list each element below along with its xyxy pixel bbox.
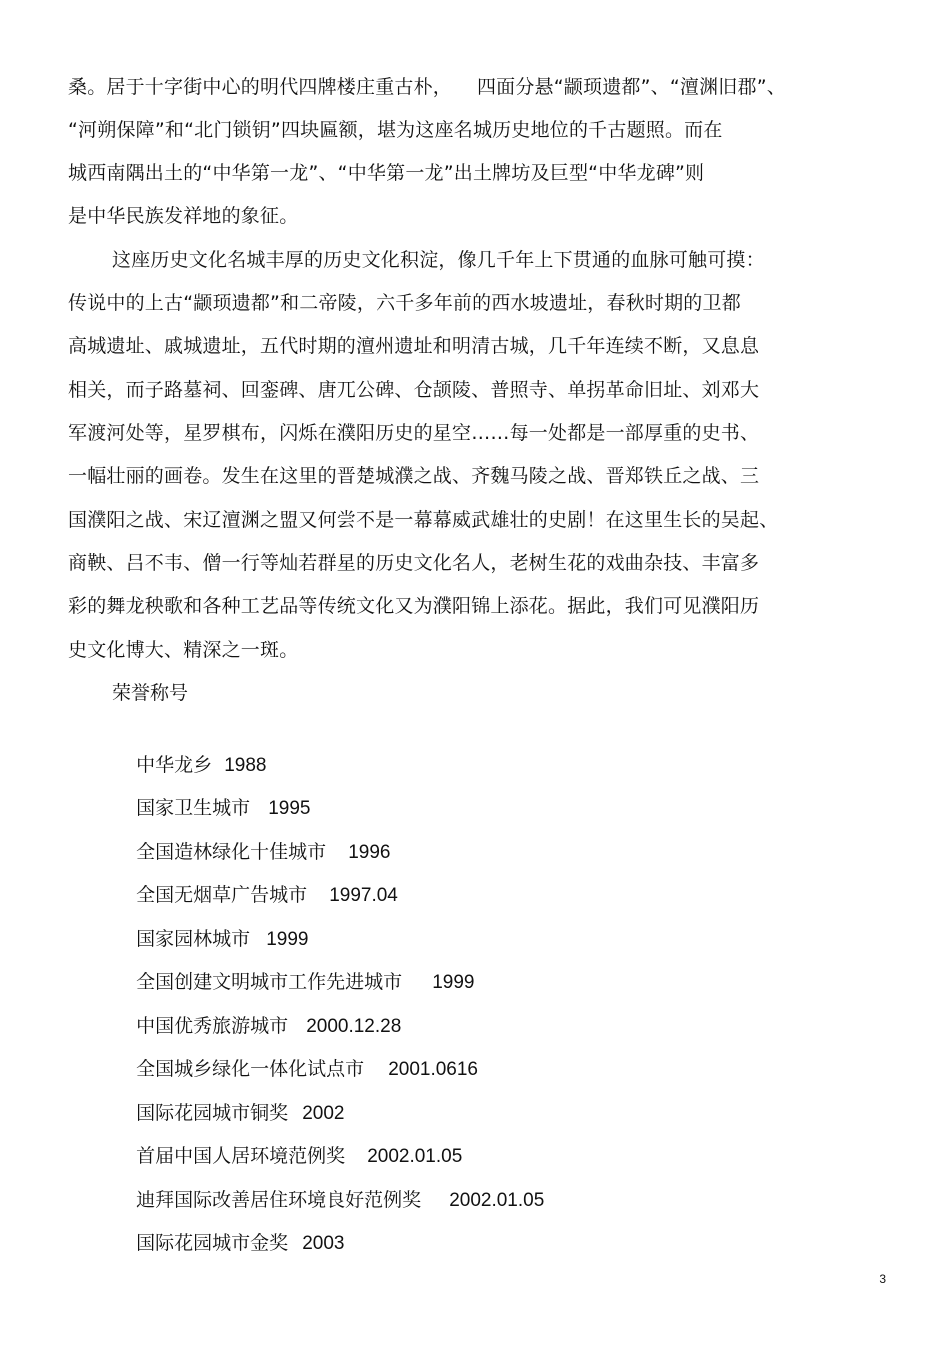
honor-name: 国际花园城市金奖 xyxy=(136,1232,289,1254)
paragraph2-line: 史文化博大、精深之一斑。 xyxy=(68,639,299,661)
honor-year: 1995 xyxy=(268,798,311,819)
honor-name: 中华龙乡 xyxy=(136,754,213,776)
paragraph2-line: 相关，而子路墓祠、回銮碑、唐兀公碑、仓颉陵、普照寺、单拐革命旧址、刘邓大 xyxy=(68,379,760,401)
honor-year: 2002 xyxy=(302,1103,345,1124)
paragraph1-line: 桑。居于十字街中心的明代四牌楼庄重古朴， 四面分悬“颛顼遗都”、“澶渊旧郡”、 xyxy=(68,76,786,98)
paragraph2-line: 国濮阳之战、宋辽澶渊之盟又何尝不是一幕幕威武雄壮的史剧！在这里生长的吴起、 xyxy=(68,509,779,531)
honor-year: 2002.01.05 xyxy=(449,1190,545,1211)
honor-year: 1996 xyxy=(348,842,391,863)
page-number: 3 xyxy=(879,1272,886,1286)
honor-item xyxy=(112,1201,344,1286)
paragraph2-line: 这座历史文化名城丰厚的历史文化积淀，像几千年上下贯通的血脉可触可摸： xyxy=(112,249,765,271)
honor-name: 全国无烟草广告城市 xyxy=(136,884,308,906)
paragraph2-line: 彩的舞龙秧歌和各种工艺品等传统文化又为濮阳锦上添花。据此，我们可见濮阳历 xyxy=(68,595,760,617)
honor-name: 迪拜国际改善居住环境良好范例奖 xyxy=(136,1189,422,1211)
paragraph1-line: “河朔保障”和“北门锁钥”四块匾额，堪为这座名城历史地位的千古题照。而在 xyxy=(68,119,723,141)
paragraph2-line: 商鞅、吕不韦、僧一行等灿若群星的历史文化名人，老树生花的戏曲杂技、丰富多 xyxy=(68,552,760,574)
paragraph1-line: 城西南隅出土的“中华第一龙”、“中华第一龙”出土牌坊及巨型“中华龙碑”则 xyxy=(68,162,705,184)
honor-name: 全国造林绿化十佳城市 xyxy=(136,841,327,863)
paragraph2-line: 传说中的上古“颛顼遗都”和二帝陵，六千多年前的西水坡遗址，春秋时期的卫都 xyxy=(68,292,741,314)
honor-name: 首届中国人居环境范例奖 xyxy=(136,1145,346,1167)
honor-year: 1997.04 xyxy=(329,885,398,906)
honor-name: 中国优秀旅游城市 xyxy=(136,1015,289,1037)
honor-name: 全国城乡绿化一体化试点市 xyxy=(136,1058,365,1080)
honor-year: 2000.12.28 xyxy=(306,1016,402,1037)
honor-name: 国家园林城市 xyxy=(136,928,251,950)
honor-name: 国家卫生城市 xyxy=(136,797,251,819)
honor-year: 2003 xyxy=(302,1233,345,1254)
honor-year: 2002.01.05 xyxy=(367,1146,463,1167)
paragraph2-line: 军渡河处等，星罗棋布，闪烁在濮阳历史的星空……每一处都是一部厚重的史书、 xyxy=(68,422,760,444)
honor-year: 1999 xyxy=(266,929,309,950)
honor-name: 国际花园城市铜奖 xyxy=(136,1102,289,1124)
paragraph1-line: 是中华民族发祥地的象征。 xyxy=(68,205,299,227)
honors-heading: 荣誉称号 xyxy=(112,682,189,704)
honor-year: 1988 xyxy=(224,755,267,776)
paragraph2-line: 一幅壮丽的画卷。发生在这里的晋楚城濮之战、齐魏马陵之战、晋郑铁丘之战、三 xyxy=(68,465,760,487)
honor-year: 2001.0616 xyxy=(388,1059,479,1080)
honor-name: 全国创建文明城市工作先进城市 xyxy=(136,971,403,993)
paragraph2-line: 高城遗址、戚城遗址，五代时期的澶州遗址和明清古城，几千年连续不断，又息息 xyxy=(68,335,760,357)
honor-year: 1999 xyxy=(432,972,475,993)
